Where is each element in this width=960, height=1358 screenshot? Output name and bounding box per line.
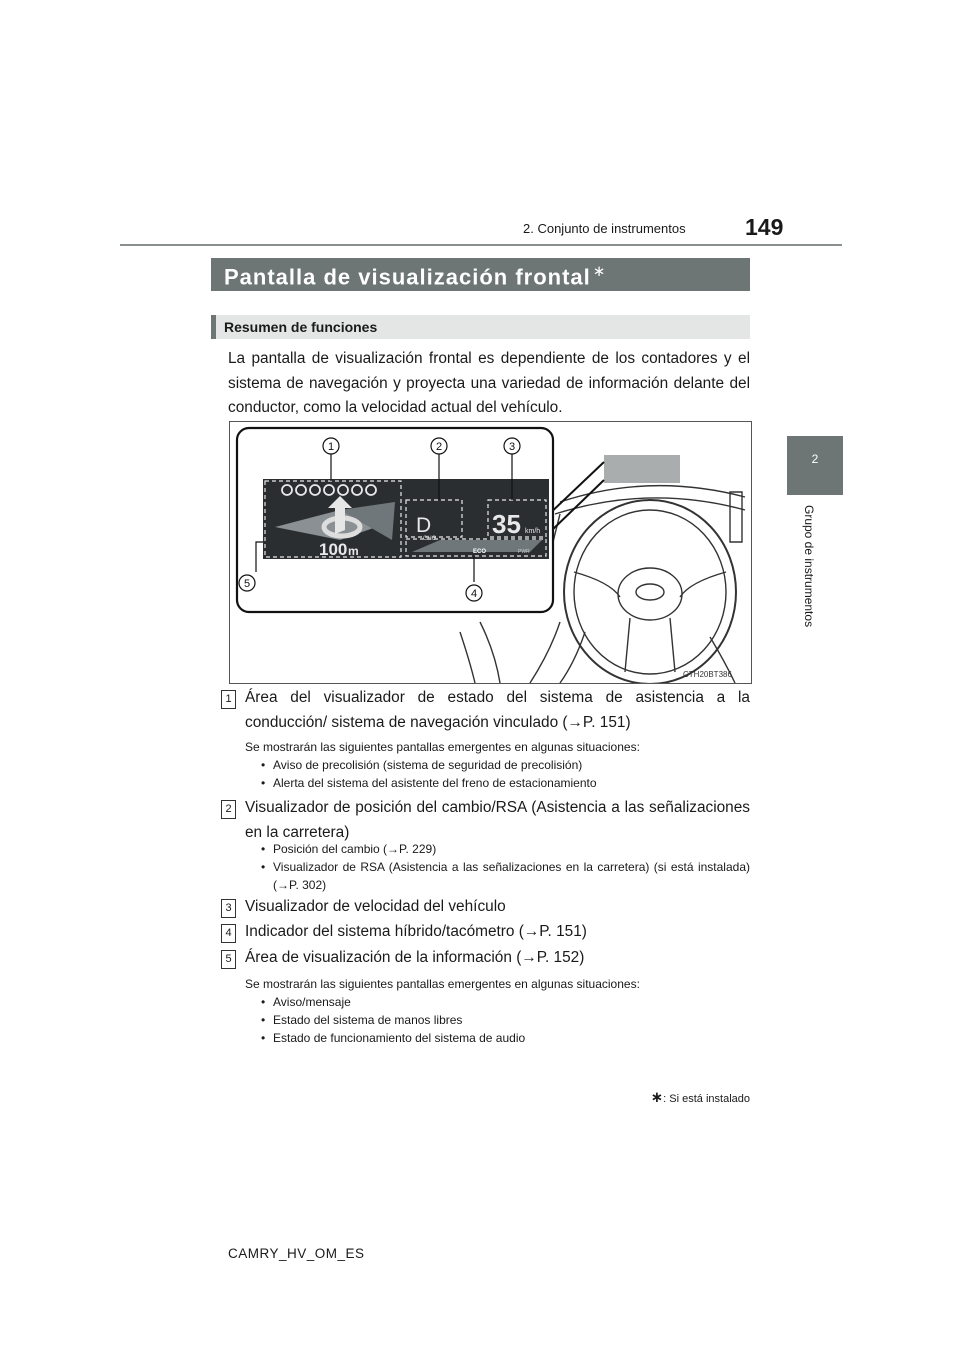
document-code: CAMRY_HV_OM_ES — [228, 1246, 365, 1261]
hud-illustration-svg — [230, 422, 751, 683]
list-item: • Estado del sistema de manos libres — [261, 1011, 750, 1029]
item-title: Área de visualización de la información (→P. 152) — [245, 949, 585, 966]
hud-speed: 35 — [492, 509, 521, 539]
gauge-label-chg: CHG — [423, 536, 437, 542]
item-note: Se mostrarán las siguientes pantallas emergentes en algunas situaciones: — [245, 977, 640, 991]
list-item: • Aviso de precolisión (sistema de seguridad de precolisión) — [261, 756, 750, 774]
gauge-label-pwr: PWR — [518, 549, 530, 555]
item-number: 5 — [221, 950, 236, 969]
list-item: • Aviso/mensaje — [261, 993, 750, 1011]
subsection-title: Resumen de funciones — [224, 319, 378, 335]
projection-area — [604, 455, 680, 483]
section-title-text: Pantalla de visualización frontal — [224, 264, 591, 290]
footnote-marker: ∗ — [650, 1089, 664, 1106]
hud-speed-unit: km/h — [525, 528, 541, 535]
item-number: 4 — [221, 924, 236, 943]
item-title: Indicador del sistema híbrido/tacómetro (→P. 151) — [245, 923, 587, 940]
item-title: Visualizador de velocidad del vehículo — [245, 898, 506, 915]
figure-code: CTH20BT386 — [683, 670, 732, 679]
hud-distance: 100 — [319, 540, 348, 559]
callout-4: 4 — [470, 588, 478, 600]
side-tab-label: Grupo de instrumentos — [802, 505, 816, 628]
callout-2: 2 — [435, 441, 443, 453]
item-title: Área del visualizador de estado del sistema de asistencia a la conducción/ sistema de navegación vinculado (→P. 151) — [245, 689, 750, 731]
page-number: 149 — [745, 214, 784, 240]
gauge-label-eco: ECO — [473, 549, 487, 555]
section-title — [224, 262, 606, 290]
hud-distance-unit: m — [348, 544, 359, 558]
bullet-list — [261, 840, 750, 894]
item-number: 2 — [221, 800, 236, 819]
header-rule — [120, 244, 842, 246]
installed-marker: ∗ — [592, 263, 607, 280]
side-tab-number: 2 — [811, 452, 819, 466]
item-note: Se mostrarán las siguientes pantallas emergentes en algunas situaciones: — [245, 740, 640, 754]
list-item: • Visualizador de RSA (Asistencia a las señalizaciones en la carretera) (si está instalada) (→P. 302) — [261, 858, 750, 894]
chapter-title: 2. Conjunto de instrumentos — [523, 221, 686, 236]
item-number: 3 — [221, 899, 236, 918]
footnote — [620, 1088, 750, 1106]
item-number: 1 — [221, 690, 236, 709]
callout-1: 1 — [327, 441, 335, 453]
list-item: • Alerta del sistema del asistente del freno de estacionamiento — [261, 774, 750, 792]
bullet-list — [261, 756, 750, 792]
footnote-text: : Si está instalado — [663, 1093, 750, 1105]
hud-illustration — [229, 421, 752, 684]
callout-5: 5 — [243, 578, 251, 590]
list-item: • Estado de funcionamiento del sistema de audio — [261, 1029, 750, 1047]
hud-gear: D — [416, 514, 432, 537]
intro-paragraph: La pantalla de visualización frontal es dependiente de los contadores y el sistema de navegación y proyecta una variedad de información delante del conductor, como la velocidad actual del vehículo. — [228, 350, 750, 416]
subsection-accent — [211, 315, 216, 339]
item-title: Visualizador de posición del cambio/RSA (Asistencia a las señalizaciones en la carretera) — [245, 799, 750, 841]
list-item: • Posición del cambio (→P. 229) — [261, 840, 750, 858]
bullet-list — [261, 993, 750, 1047]
callout-3: 3 — [508, 441, 516, 453]
